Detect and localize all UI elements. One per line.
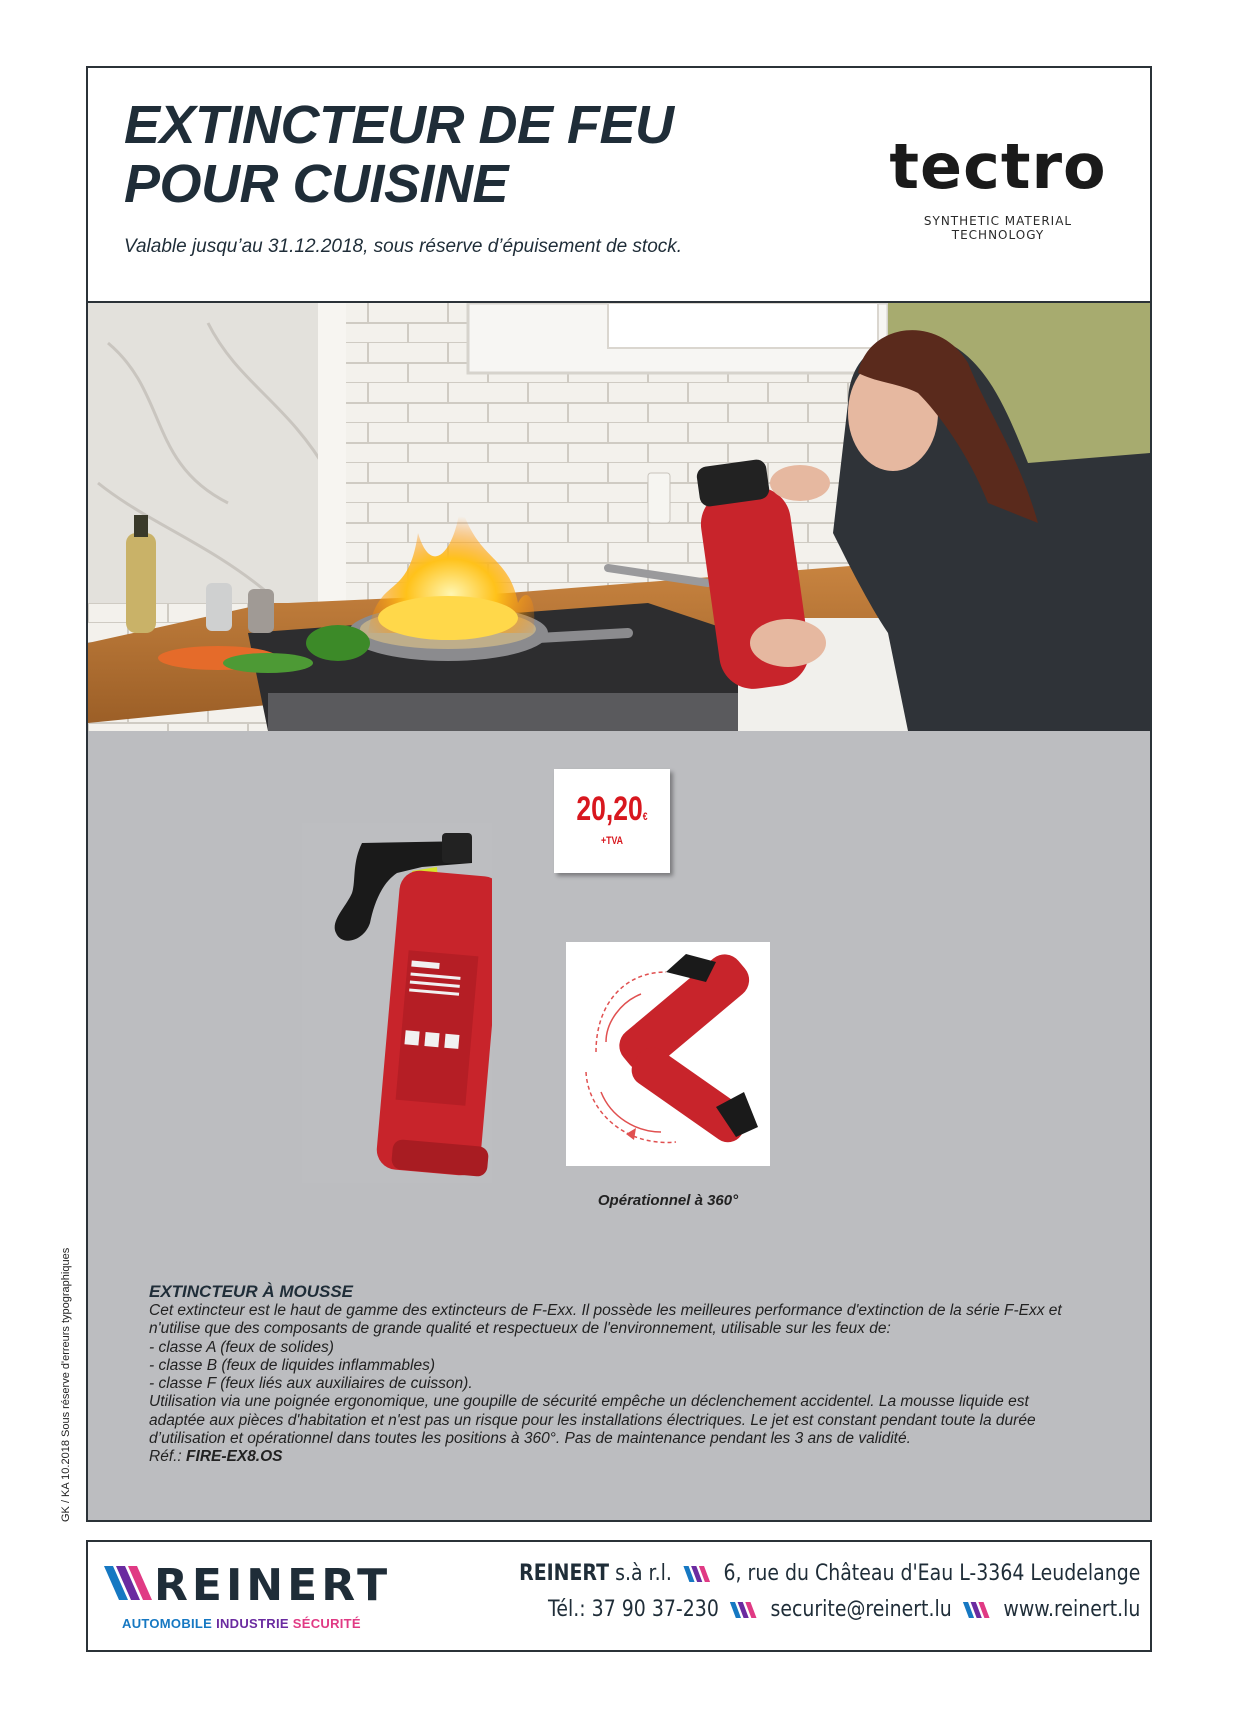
- usage-paragraph: Utilisation via une poignée ergonomique, une goupille de sécurité empêche un déclenchement accidentel. La mousse liquide est adaptée aux pièces d'habitation et n'est pas un risque pour les installations électriques. Le jet est constant pendant toute la durée d’utilisation et opérationnel dans toutes les positions à 360°. Pas de maintenance pendant les 3 ans de validité.: [149, 1393, 1036, 1448]
- email-link[interactable]: securite@reinert.lu: [770, 1597, 952, 1622]
- address: 6, rue du Château d'Eau L-3364 Leudelange: [723, 1561, 1140, 1586]
- extinguisher-product-image: [302, 823, 492, 1183]
- product-description: [149, 1282, 1089, 1467]
- product-reference: [149, 1448, 1089, 1466]
- class-b-item: - classe B (feux de liquides inflammables): [149, 1356, 436, 1374]
- logo-text: REINERT: [154, 1562, 392, 1611]
- rotation-caption: Opérationnel à 360°: [597, 1192, 739, 1209]
- title-line-2: POUR CUISINE: [124, 154, 509, 214]
- triple-slash-icon: [683, 1565, 712, 1583]
- kitchen-fire-photo: [88, 301, 1150, 731]
- triple-slash-icon: [730, 1601, 759, 1619]
- company-name: REINERT: [518, 1561, 609, 1586]
- ref-value: FIRE-EX8.OS: [186, 1448, 283, 1466]
- price-tag: [554, 769, 670, 873]
- price-amount: [567, 791, 657, 835]
- triple-slash-icon: [963, 1601, 992, 1619]
- product-panel: [88, 731, 1150, 1520]
- price-tax-note: +TVA: [600, 835, 624, 847]
- website-link[interactable]: www.reinert.lu: [1002, 1597, 1140, 1622]
- footer: [86, 1540, 1152, 1652]
- ref-label: Réf.:: [149, 1448, 182, 1466]
- flyer-frame: [86, 66, 1152, 1522]
- reinert-wordmark: [104, 1562, 394, 1612]
- class-a-item: - classe A (feux de solides): [149, 1338, 334, 1356]
- company-form: s.à r.l.: [614, 1561, 672, 1586]
- logo-tagline: [122, 1616, 361, 1631]
- page-title: [124, 96, 674, 214]
- phone-line: [519, 1592, 1140, 1628]
- product-title: EXTINCTEUR À MOUSSE: [149, 1282, 354, 1301]
- class-f-item: - classe F (feux liés aux auxiliaires de cuisson).: [149, 1375, 473, 1393]
- brand-name: tectro: [889, 130, 1107, 203]
- kitchen-scene-image: [88, 303, 1150, 731]
- title-line-1: EXTINCTEUR DE FEU: [124, 95, 674, 155]
- description-paragraph: Cet extincteur est le haut de gamme des extincteurs de F-Exx. Il possède les meilleures performance d'extinction de la série F-Exx et n'utilise que des composants de grande qualité et respectueux de l'environnement, utilisable sur les feux de:: [149, 1302, 1062, 1338]
- phone: Tél.: 37 90 37-230: [547, 1597, 719, 1622]
- price-currency: €: [642, 811, 648, 823]
- tag-industrie: INDUSTRIE: [216, 1616, 289, 1631]
- brand-tagline: SYNTHETIC MATERIAL TECHNOLOGY: [923, 214, 1073, 242]
- validity-note: Valable jusqu’au 31.12.2018, sous réserve d’épuisement de stock.: [124, 236, 683, 257]
- price-number: 20,20: [576, 790, 643, 828]
- tag-automobile: AUTOMOBILE: [122, 1616, 213, 1631]
- address-line: [519, 1556, 1140, 1592]
- contact-info: [519, 1556, 1140, 1628]
- tectro-logo: [878, 130, 1118, 242]
- rotation-360-image: [566, 942, 770, 1166]
- tag-securite: SÉCURITÉ: [292, 1616, 361, 1631]
- fire-extinguisher-icon: [302, 823, 492, 1183]
- flyer-header: [88, 68, 1150, 301]
- print-note: GK / KA 10.2018 Sous réserve d'erreurs typographiques: [60, 1247, 72, 1522]
- rotation-diagram-icon: [566, 942, 770, 1166]
